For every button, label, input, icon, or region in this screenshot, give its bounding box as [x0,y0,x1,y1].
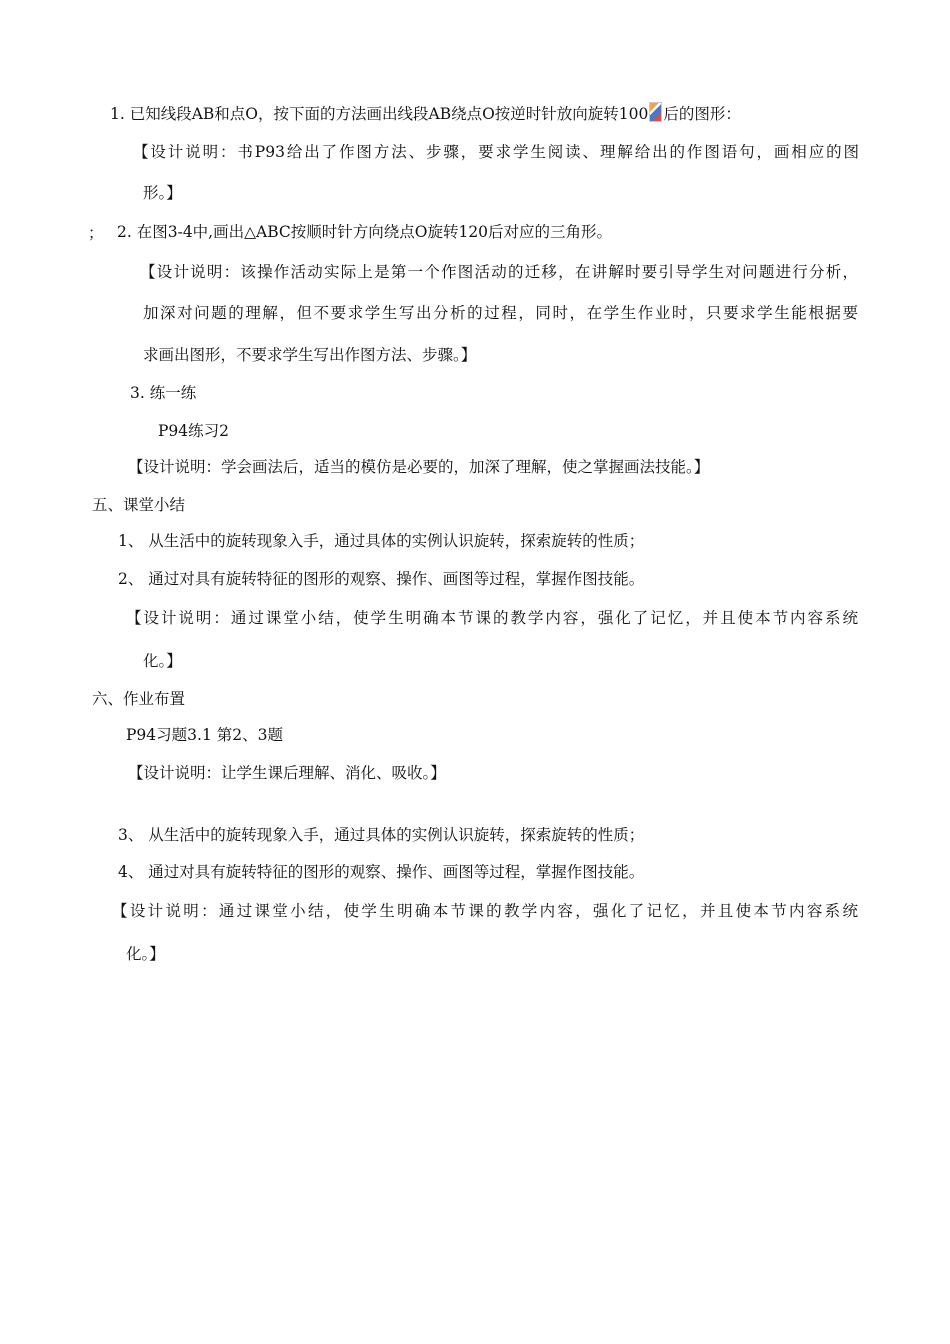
exercise-1-tail: 后的图形： [663,105,741,123]
exercise-3-heading: 3. 练一练 [130,384,197,402]
margin-mark: ； [88,224,104,242]
exercise-1-text: 1. 已知线段AB和点O，按下面的方法画出线段AB绕点O按逆时针放向旋转100 [110,105,649,123]
homework-ref: P94习题3.1 第2、3题 [126,726,283,744]
design-note-1-end: 形。】 [143,184,182,202]
design-note-2: 【设计说明：该操作活动实际上是第一个作图活动的迁移，在讲解时要引导学生对问题进行分析， [140,263,858,281]
design-note-4: 【设计说明：通过课堂小结，使学生明确本节课的教学内容，强化了记忆，并且使本节内容系统 [126,609,858,627]
exercise-1 [110,102,741,124]
design-note-3: 【设计说明：学会画法后，适当的模仿是必要的，加深了理解，使之掌握画法技能。】 [128,458,710,476]
section-6-heading: 六、作业布置 [92,690,186,708]
summary-item-4: 4、 通过对具有旋转特征的图形的观察、操作、画图等过程，掌握作图技能。 [118,863,645,881]
design-note-2-end: 求画出图形，不要求学生写出作图方法、步骤。】 [143,346,477,364]
exercise-2: 2. 在图3-4中,画出△ABC按顺时针方向绕点O旋转120后对应的三角形。 [117,223,613,241]
design-note-4-end: 化。】 [143,652,182,670]
degree-image-icon [649,102,662,122]
summary-item-1: 1、 从生活中的旋转现象入手，通过具体的实例认识旋转，探索旋转的性质； [118,532,645,550]
design-note-6: 【设计说明：通过课堂小结，使学生明确本节课的教学内容，强化了记忆，并且使本节内容系统 [112,902,858,920]
summary-item-3: 3、 从生活中的旋转现象入手，通过具体的实例认识旋转，探索旋转的性质； [118,826,645,844]
exercise-3-ref: P94练习2 [158,422,230,440]
design-note-2-cont: 加深对问题的理解，但不要求学生写出分析的过程，同时，在学生作业时，只要求学生能根据要 [143,304,858,322]
section-5-heading: 五、课堂小结 [92,496,186,514]
design-note-5: 【设计说明：让学生课后理解、消化、吸收。】 [128,764,446,782]
summary-item-2: 2、 通过对具有旋转特征的图形的观察、操作、画图等过程，掌握作图技能。 [118,570,645,588]
design-note-6-end: 化。】 [126,945,165,963]
design-note-1: 【设计说明：书P93给出了作图方法、步骤，要求学生阅读、理解给出的作图语句，画相应的图 [133,143,859,161]
